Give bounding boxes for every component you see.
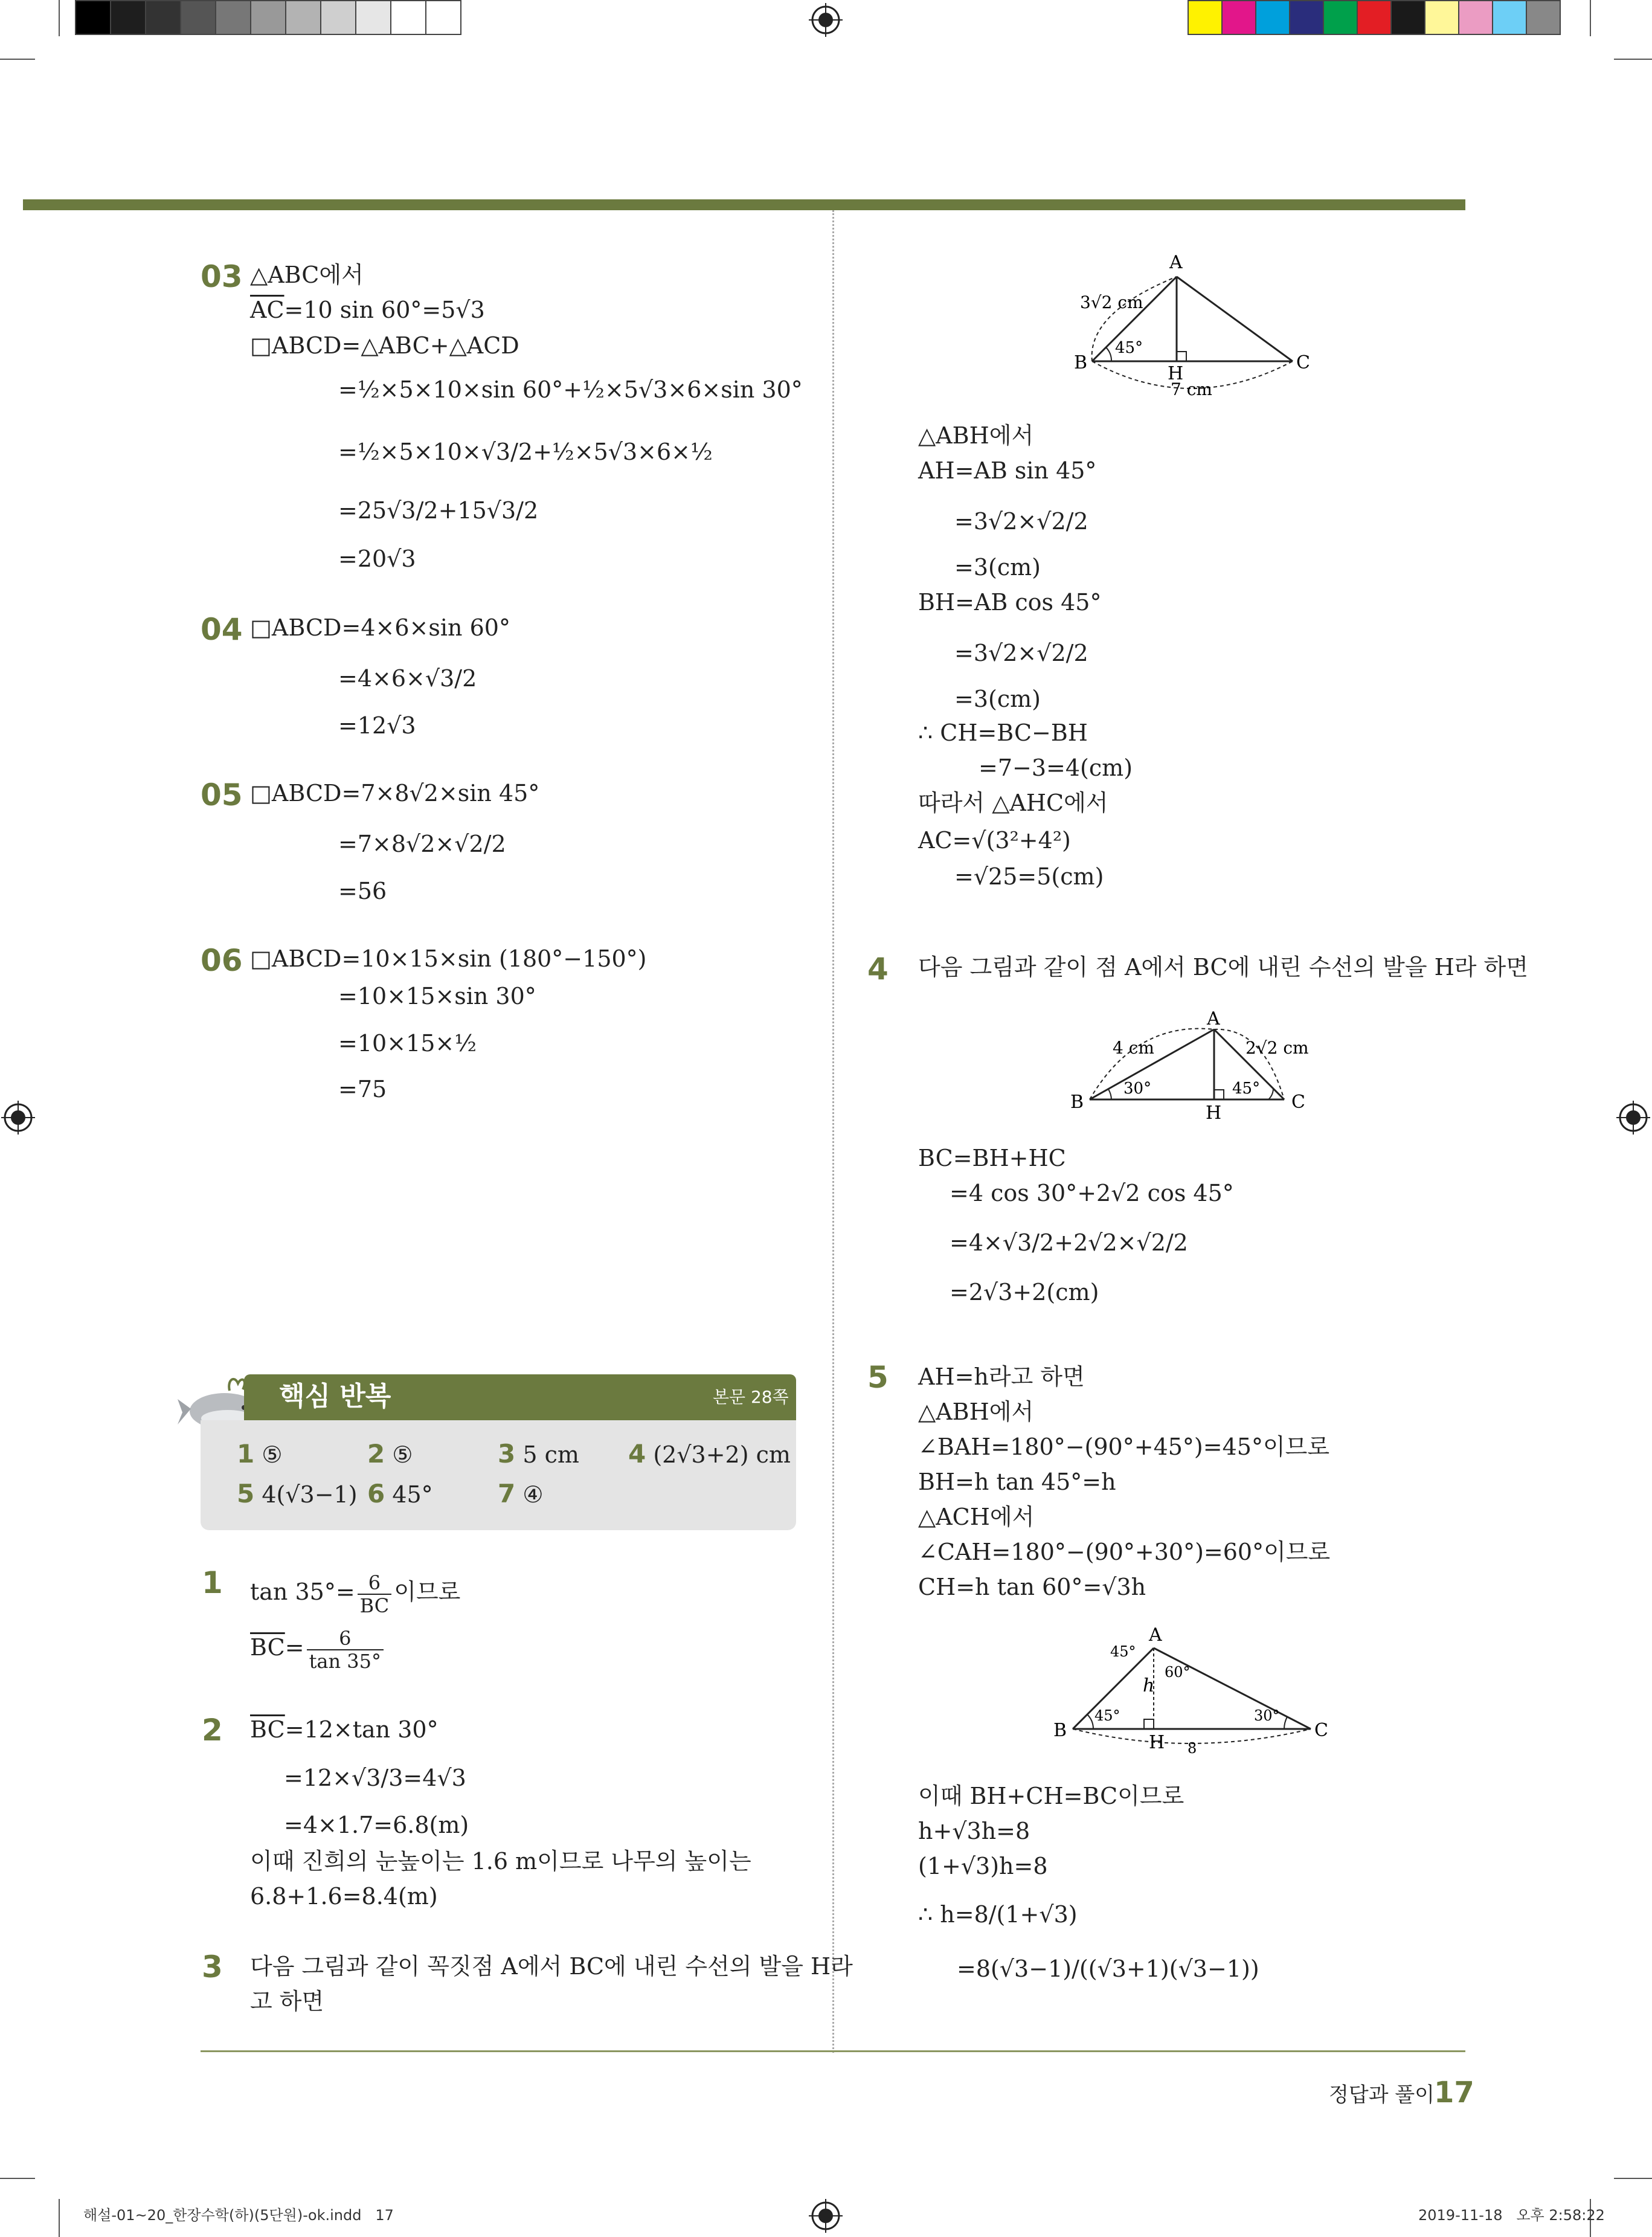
- svg-text:B: B: [1053, 1720, 1067, 1741]
- problem-number: 2: [202, 1713, 223, 1748]
- text-line: □ABCD=4×6×sin 60°: [250, 614, 510, 641]
- problem-number: 1: [202, 1565, 223, 1600]
- equation-line: =3(cm): [954, 686, 1041, 712]
- equation-line: =7−3=4(cm): [979, 755, 1133, 781]
- equation-line: =3√2×√2/2: [954, 640, 1088, 666]
- equation-line: =8(√3−1)/((√3+1)(√3−1)): [957, 1955, 1259, 1982]
- answer-item: 6 45°: [367, 1479, 433, 1508]
- text-line: △ABH에서: [918, 1399, 1034, 1425]
- equation-line: BC=BH+HC: [918, 1145, 1066, 1171]
- svg-text:30°: 30°: [1123, 1080, 1152, 1098]
- equation-line: h+√3h=8: [918, 1818, 1030, 1844]
- equation-line: =2√3+2(cm): [950, 1279, 1099, 1305]
- text-line: △ABH에서: [918, 422, 1034, 449]
- registration-mark-top: [809, 3, 843, 37]
- equation-line: 이때 BH+CH=BC이므로: [918, 1783, 1184, 1809]
- problem-number: 05: [201, 777, 243, 813]
- equation-line: tan 35°= $\frac{6}{BC}$ 이므로: [250, 1571, 461, 1617]
- equation-line: =20√3: [338, 546, 416, 572]
- header-bar: [23, 199, 1465, 210]
- bottom-rule: [201, 2050, 1465, 2052]
- equation-line: =25√3/2+15√3/2: [338, 497, 539, 524]
- equation-line: BH=AB cos 45°: [918, 589, 1102, 616]
- svg-text:A: A: [1169, 253, 1183, 273]
- equation-line: ∴ h=8/(1+√3): [918, 1901, 1078, 1928]
- equation-line: =√25=5(cm): [954, 863, 1104, 890]
- column-divider: [832, 210, 834, 2053]
- problem-number: 04: [201, 612, 243, 647]
- equation-line: ∴ CH=BC−BH: [918, 719, 1088, 746]
- svg-text:3√2 cm: 3√2 cm: [1080, 292, 1143, 312]
- equation-line: =4 cos 30°+2√2 cos 45°: [950, 1180, 1234, 1206]
- answer-item: 7 ④: [498, 1479, 544, 1508]
- triangle-figure-1: [1063, 253, 1317, 404]
- equation-line: =3(cm): [954, 554, 1041, 581]
- text-line: △ABC에서: [250, 262, 364, 288]
- text-line: 고 하면: [250, 1988, 324, 2015]
- equation-line: =½×5×10×√3/2+½×5√3×6×½: [338, 439, 713, 465]
- svg-text:C: C: [1296, 352, 1310, 373]
- equation-line: =4×1.7=6.8(m): [284, 1812, 469, 1838]
- equation-line: =½×5×10×sin 60°+½×5√3×6×sin 30°: [338, 376, 803, 403]
- answer-item: 1 ⑤: [237, 1439, 283, 1469]
- text-line: 6.8+1.6=8.4(m): [250, 1883, 438, 1910]
- print-date: 2019-11-18 오후 2:58:22: [1418, 2207, 1605, 2224]
- svg-text:7 cm: 7 cm: [1171, 379, 1212, 399]
- equation-line: =4×√3/2+2√2×√2/2: [950, 1229, 1188, 1256]
- triangle-figure-3: [1045, 1619, 1341, 1764]
- answer-item: 3 5 cm: [498, 1439, 579, 1469]
- equation-line: ∠CAH=180°−(90°+30°)=60°이므로: [918, 1539, 1331, 1565]
- svg-text:H: H: [1149, 1732, 1165, 1753]
- registration-mark-left: [1, 1101, 35, 1135]
- equation-line: =56: [338, 878, 387, 904]
- page-number: 17: [1434, 2076, 1474, 2110]
- problem-number: 06: [201, 943, 243, 978]
- file-info: 해설-01~20_한장수학(하)(5단원)-ok.indd 17: [83, 2207, 394, 2224]
- answer-item: 5 4(√3−1): [237, 1479, 358, 1508]
- equation-line: AH=h라고 하면: [918, 1363, 1085, 1390]
- text-line: □ABCD=7×8√2×sin 45°: [250, 780, 540, 806]
- svg-text:4 cm: 4 cm: [1113, 1038, 1154, 1058]
- crop-mark: [0, 59, 35, 60]
- svg-text:C: C: [1291, 1092, 1305, 1113]
- problem-number: 03: [201, 259, 243, 294]
- crop-mark: [1590, 0, 1591, 36]
- equation-line: =12×√3/3=4√3: [284, 1765, 466, 1791]
- svg-text:45°: 45°: [1115, 339, 1143, 357]
- triangle-figure-2: [1063, 1003, 1317, 1124]
- svg-text:8: 8: [1188, 1740, 1197, 1757]
- text-line: □ABCD=10×15×sin (180°−150°): [250, 945, 647, 972]
- registration-mark-bottom: [809, 2199, 843, 2233]
- svg-text:45°: 45°: [1232, 1080, 1261, 1098]
- crop-mark: [1614, 59, 1652, 60]
- equation-line: $\overline{BC}=12\times\tan$ 30°: [250, 1716, 439, 1743]
- problem-number: 4: [867, 951, 889, 987]
- svg-text:2√2 cm: 2√2 cm: [1245, 1038, 1309, 1058]
- equation-line: =7×8√2×√2/2: [338, 831, 506, 857]
- answer-item: 2 ⑤: [367, 1439, 413, 1469]
- svg-text:C: C: [1314, 1720, 1328, 1741]
- equation-line: CH=h tan 60°=√3h: [918, 1574, 1146, 1600]
- equation-line: =10×15×sin 30°: [338, 983, 536, 1009]
- svg-text:30°: 30°: [1254, 1707, 1280, 1724]
- equation-line: =75: [338, 1076, 387, 1102]
- equation-line: =4×6×√3/2: [338, 665, 477, 692]
- equation-line: $\overline{BC}=$ $\frac{6}{\tan 35^\circ}$: [250, 1620, 386, 1675]
- svg-text:60°: 60°: [1165, 1664, 1191, 1681]
- text-line: 따라서 △AHC에서: [918, 790, 1108, 816]
- equation-line: ∠BAH=180°−(90°+45°)=45°이므로: [918, 1434, 1330, 1460]
- problem-number: 3: [202, 1949, 223, 1984]
- crop-mark: [1614, 2178, 1652, 2179]
- equation-line: (1+√3)h=8: [918, 1853, 1048, 1879]
- text-line: 다음 그림과 같이 점 A에서 BC에 내린 수선의 발을 H라 하면: [918, 954, 1528, 980]
- review-box-page-ref: 본문 28쪽: [713, 1387, 789, 1407]
- review-box-title: 핵심 반복: [279, 1381, 391, 1412]
- crop-mark: [59, 0, 60, 36]
- registration-mark-right: [1616, 1101, 1650, 1135]
- text-line: 다음 그림과 같이 꼭짓점 A에서 BC에 내린 수선의 발을 H라: [250, 1953, 853, 1980]
- svg-text:A: A: [1207, 1008, 1220, 1029]
- text-line: △ACH에서: [918, 1504, 1035, 1530]
- equation-line: =10×15×½: [338, 1030, 477, 1057]
- svg-text:B: B: [1074, 352, 1088, 373]
- equation-line: BH=h tan 45°=h: [918, 1469, 1116, 1495]
- svg-text:45°: 45°: [1094, 1707, 1120, 1724]
- text-line: $\overline{AC}=10$ sin 60°=5√3: [250, 297, 485, 323]
- equation-line: =3√2×√2/2: [954, 508, 1088, 535]
- text-line: 이때 진희의 눈높이는 1.6 m이므로 나무의 높이는: [250, 1848, 751, 1875]
- svg-text:H: H: [1206, 1102, 1222, 1124]
- review-box-body: [201, 1420, 796, 1530]
- svg-text:A: A: [1149, 1624, 1162, 1646]
- crop-mark: [59, 2199, 60, 2237]
- svg-text:45°: 45°: [1110, 1643, 1136, 1660]
- problem-number: 5: [867, 1360, 889, 1395]
- equation-line: =12√3: [338, 712, 416, 739]
- svg-text:h: h: [1143, 1675, 1155, 1696]
- svg-text:B: B: [1070, 1092, 1084, 1113]
- answer-item: 4 (2√3+2) cm: [628, 1439, 791, 1469]
- footer-label: 정답과 풀이: [1329, 2083, 1435, 2107]
- equation-line: AH=AB sin 45°: [918, 457, 1097, 484]
- crop-mark: [0, 2178, 35, 2179]
- svg-text:H: H: [1168, 363, 1184, 384]
- text-line: □ABCD=△ABC+△ACD: [250, 332, 519, 359]
- equation-line: AC=√(3²+4²): [918, 827, 1071, 854]
